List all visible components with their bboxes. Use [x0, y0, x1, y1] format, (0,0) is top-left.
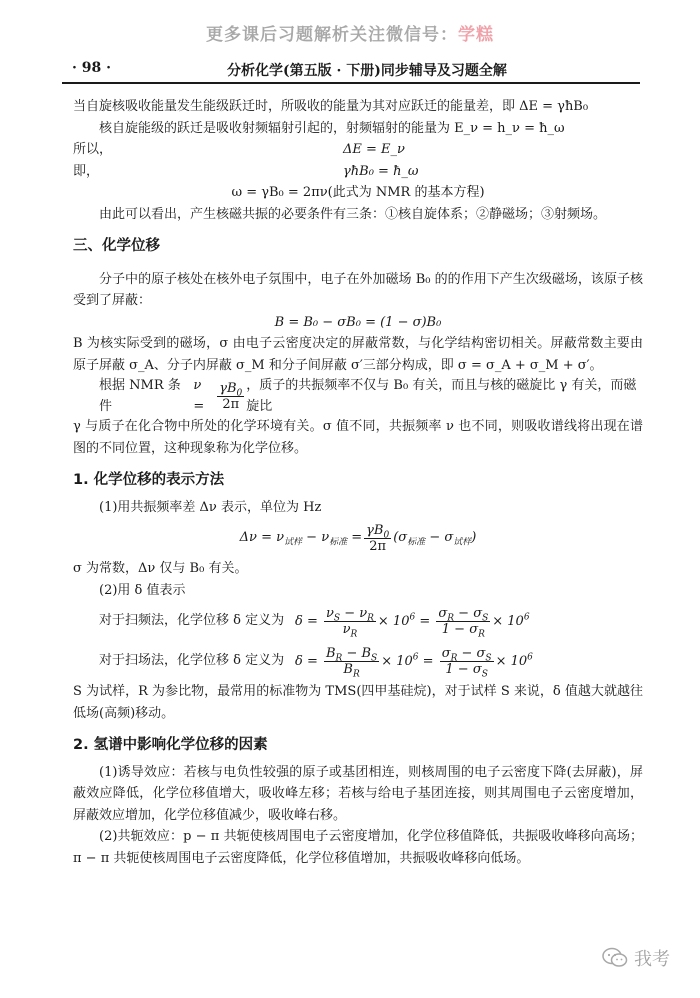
- eq-shielding: B = B₀ − σB₀ = (1 − σ)B₀: [274, 314, 442, 330]
- para-freq-diff: (1)用共振频率差 Δν 表示，单位为 Hz: [99, 499, 322, 515]
- para-chemical-shift: γ 与质子在化合物中所处的化学环境有关。σ 值不同，共振频率 ν 也不同，则吸收谱线将出现在谱图的不同位置，这种现象称为化学位移。: [73, 419, 643, 456]
- section-title: 三、化学位移: [73, 238, 160, 254]
- para-rf: 核自旋能级的跃迁是吸收射频辐射引起的，射频辐射的能量为 E_ν = h_ν = ħ_ω: [99, 120, 565, 136]
- watermark-highlight: 学糕: [458, 25, 494, 45]
- running-header: [62, 60, 640, 86]
- page-body: [73, 96, 643, 869]
- header-rule: [62, 82, 640, 84]
- line-therefore: 所以， ΔE = E_ν: [73, 139, 643, 161]
- eq-gamma: γħB₀ = ħ_ω: [343, 163, 419, 179]
- subsection-1-title: 1. 化学位移的表示方法: [73, 472, 225, 488]
- para-sigma: B 为核实际受到的磁场，σ 由电子云密度决定的屏蔽常数，与化学结构密切相关。屏蔽常数主要由原子屏蔽 σ_A、分子内屏蔽 σ_M 和分子间屏蔽 σ′三部分构成，即 σ = σ_A + σ_M + σ′。: [73, 336, 643, 373]
- wechat-icon: [602, 947, 628, 969]
- line-namely: 即， γħB₀ = ħ_ω: [73, 161, 643, 183]
- book-title: 分析化学(第五版 · 下册)同步辅导及习题全解: [227, 63, 507, 79]
- wechat-footer: [602, 945, 670, 971]
- watermark-text: 更多课后习题解析关注微信号：: [206, 25, 458, 45]
- para-nmr-condition: 根据 NMR 条件 ν = $\frac{\gamma B_0}{2\pi}$ ，质子的共振频率不仅与 B₀ 有关，而且与核的磁旋比 γ 有关，而磁旋比: [73, 376, 643, 416]
- frac-gamma-b0: $\frac{\gamma B_0}{2\pi}$: [219, 380, 243, 412]
- para-shielding: 分子中的原子核处在核外电子氛围中，电子在外加磁场 B₀ 的的作用下产生次级磁场，该原子核受到了屏蔽：: [73, 271, 643, 308]
- footer-text: 我考: [634, 949, 670, 970]
- eq-delta-nu: $\Delta\nu = \nu_{试样} - \nu_{标准}$ = $\frac{\gamma B_0}{2\pi}$ $(\sigma_{标准} - \sigma_{试样})$: [239, 522, 477, 554]
- para-conditions: 由此可以看出，产生核磁共振的必要条件有三条：①核自旋体系；②静磁场；③射频场。: [99, 206, 607, 222]
- para-inductive: (1)诱导效应：若核与电负性较强的原子或基团相连，则核周围的电子云密度下降(去屏蔽)，屏蔽效应降低，化学位移值增大，吸收峰左移；若核与给电子基团连接，则其周围电子云密度增加，屏蔽效应增加，化学位移值减少，吸收峰右移。: [73, 764, 643, 823]
- eq-delta-e: ΔE = E_ν: [343, 142, 405, 157]
- para-constant: σ 为常数，Δν 仅与 B₀ 有关。: [73, 561, 248, 576]
- page-number: · 98 ·: [72, 60, 111, 76]
- para-tms: S 为试样，R 为参比物，最常用的标准物为 TMS(四甲基硅烷)，对于试样 S 来说，δ 值越大就越往低场(高频)移动。: [73, 684, 643, 721]
- subsection-2-title: 2. 氢谱中影响化学位移的因素: [73, 737, 268, 753]
- watermark: [0, 20, 700, 45]
- eq-nu: ν =: [193, 377, 205, 414]
- para-energy: 当自旋核吸收能量发生能级跃迁时，所吸收的能量为其对应跃迁的能量差，即 ΔE = γħB₀: [73, 99, 589, 114]
- eq-sweep-freq: 对于扫频法，化学位移 δ 定义为 δ = $\frac{\nu_S - \nu_R}{\nu_R}$ × $10^6$ = $\frac{\sigma_R - \sigma_S}{1 - \sigma_R}$ × $10^6$: [99, 605, 530, 640]
- eq-nmr-basic: ω = γB₀ = 2πν(此式为 NMR 的基本方程): [231, 185, 485, 200]
- para-delta: (2)用 δ 值表示: [99, 582, 186, 598]
- eq-sweep-field: 对于扫场法，化学位移 δ 定义为 δ = $\frac{B_R - B_S}{B_R}$ × $10^6$ = $\frac{\sigma_R - \sigma_S}{1 - \sigma_S}$ × $10^6$: [99, 645, 533, 680]
- para-conjugation: (2)共轭效应：p − π 共轭使核周围电子云密度增加，化学位移值降低，共振吸收峰移向高场；π − π 共轭使核周围电子云密度降低，化学位移值增加，共振吸收峰移向低场。: [73, 829, 643, 866]
